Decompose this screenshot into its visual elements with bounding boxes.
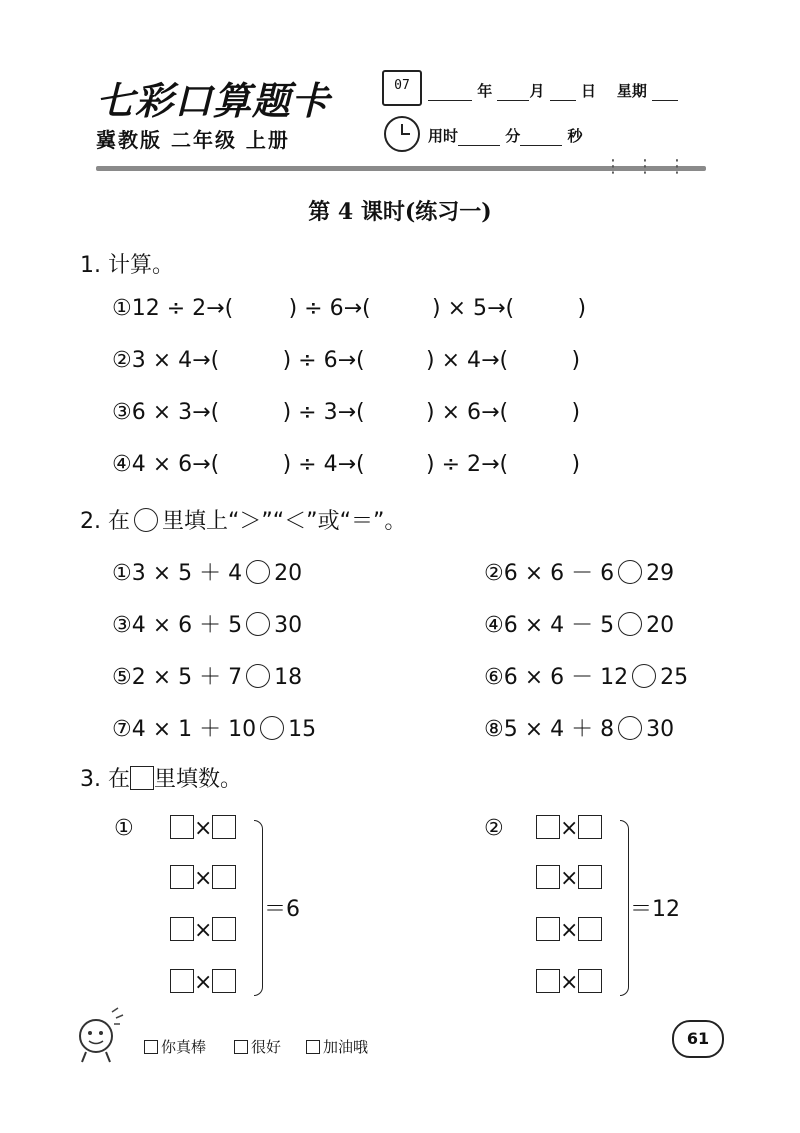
compare-item: ⑥6 × 6 － 12 25: [484, 665, 689, 690]
fill-row: ×: [536, 918, 602, 943]
compare-circle[interactable]: [260, 716, 284, 740]
fill-row: ×: [536, 866, 602, 891]
compare-item: ②6 × 6 － 6 29: [484, 561, 675, 586]
time-fields: [428, 125, 583, 146]
q1-row: ①12 ÷ 2→( ) ÷ 6→( ) × 5→( ): [112, 296, 587, 321]
answer-blank[interactable]: (: [499, 348, 509, 373]
group-result: ＝12: [630, 897, 680, 922]
arrow-icon: →: [192, 400, 211, 425]
brace-icon: [620, 820, 629, 996]
date-fields: [428, 80, 678, 101]
month-blank[interactable]: [497, 100, 529, 101]
operation: ÷ 4: [298, 452, 338, 477]
item-number: ③: [112, 400, 132, 425]
arrow-icon: →: [206, 296, 225, 321]
operation: ÷ 6: [298, 348, 338, 373]
lesson-title: 第 4 课时(练习一): [308, 199, 492, 225]
binder-pins-icon: ⋮⋮⋮: [604, 156, 700, 177]
checkbox[interactable]: [234, 1040, 248, 1054]
fill-box[interactable]: [536, 969, 560, 993]
minutes-label: 分: [505, 127, 521, 145]
arrow-icon: →: [481, 400, 500, 425]
answer-blank[interactable]: (: [505, 296, 515, 321]
month-label: 月: [529, 82, 545, 100]
circle-icon: [134, 508, 158, 532]
compare-circle[interactable]: [618, 612, 642, 636]
operation: ÷ 2: [441, 452, 482, 477]
arrow-icon: →: [481, 348, 500, 373]
fill-box[interactable]: [170, 917, 194, 941]
start-expression: 4 × 6: [131, 452, 193, 477]
compare-circle[interactable]: [246, 612, 270, 636]
answer-blank[interactable]: (: [499, 452, 509, 477]
fill-row: ×: [170, 970, 236, 995]
group-number: ①: [114, 816, 134, 841]
answer-blank[interactable]: (: [356, 452, 365, 477]
fill-box[interactable]: [170, 969, 194, 993]
weekday-blank[interactable]: [652, 100, 678, 101]
day-blank[interactable]: [550, 100, 576, 101]
compare-circle[interactable]: [618, 716, 642, 740]
edition-subtitle: 冀教版 二年级 上册: [96, 128, 290, 152]
arrow-icon: →: [337, 400, 357, 425]
arrow-icon: →: [481, 452, 500, 477]
day-label: 日: [580, 82, 596, 100]
weekday-label: 星期: [616, 82, 647, 100]
fill-box[interactable]: [536, 865, 560, 889]
operation: ÷ 3: [298, 400, 338, 425]
fill-row: ×: [536, 970, 602, 995]
compare-item: ③4 × 6 ＋ 5 30: [112, 613, 303, 638]
arrow-icon: →: [343, 296, 363, 321]
calendar-icon: 07: [382, 70, 422, 106]
answer-blank[interactable]: (: [210, 452, 220, 477]
q2-heading: 2. 在 里填上“＞”“＜”或“＝”。: [80, 509, 407, 534]
fill-box[interactable]: [170, 865, 194, 889]
q3-heading: 3. 在 里填数。: [80, 767, 242, 792]
fill-row: ×: [170, 918, 236, 943]
operation: × 5: [447, 296, 488, 321]
fill-row: ×: [536, 816, 602, 841]
answer-blank[interactable]: (: [499, 400, 509, 425]
q1-heading: 1. 计算。: [80, 253, 174, 278]
year-blank[interactable]: [428, 100, 472, 101]
compare-circle[interactable]: [246, 664, 270, 688]
fill-box[interactable]: [578, 815, 602, 839]
q1-row: ④4 × 6→( ) ÷ 4→( ) ÷ 2→( ): [112, 452, 581, 477]
operation: × 4: [441, 348, 482, 373]
square-icon: [130, 766, 154, 790]
brand-title: 七彩口算题卡: [96, 78, 331, 123]
item-number: ①: [112, 296, 132, 321]
answer-blank[interactable]: (: [362, 296, 371, 321]
compare-item: ⑦4 × 1 ＋ 10 15: [112, 717, 317, 742]
compare-circle[interactable]: [618, 560, 642, 584]
page-number: 61: [672, 1020, 724, 1058]
answer-blank[interactable]: (: [356, 348, 365, 373]
rating-option[interactable]: 很好: [234, 1036, 281, 1057]
fill-row: ×: [170, 816, 236, 841]
fill-box[interactable]: [212, 815, 236, 839]
compare-circle[interactable]: [246, 560, 270, 584]
operation: × 6: [441, 400, 482, 425]
fill-box[interactable]: [212, 969, 236, 993]
compare-item: ⑤2 × 5 ＋ 7 18: [112, 665, 303, 690]
fill-box[interactable]: [536, 917, 560, 941]
compare-item: ①3 × 5 ＋ 4 20: [112, 561, 303, 586]
start-expression: 3 × 4: [131, 348, 193, 373]
group-number: ②: [484, 816, 504, 841]
year-label: 年: [477, 82, 493, 100]
fill-box[interactable]: [578, 917, 602, 941]
start-expression: 6 × 3: [131, 400, 193, 425]
q1-row: ②3 × 4→( ) ÷ 6→( ) × 4→( ): [112, 348, 581, 373]
answer-blank[interactable]: (: [210, 348, 220, 373]
mascot-icon: [74, 1006, 126, 1064]
minutes-blank[interactable]: [458, 145, 500, 146]
seconds-blank[interactable]: [520, 145, 562, 146]
checkbox[interactable]: [144, 1040, 158, 1054]
compare-circle[interactable]: [632, 664, 656, 688]
fill-box[interactable]: [170, 815, 194, 839]
fill-row: ×: [170, 866, 236, 891]
answer-blank[interactable]: (: [224, 296, 234, 321]
group-result: ＝6: [264, 897, 300, 922]
answer-blank[interactable]: (: [210, 400, 220, 425]
fill-box[interactable]: [212, 865, 236, 889]
answer-blank[interactable]: (: [356, 400, 365, 425]
seconds-label: 秒: [567, 127, 583, 145]
rating-option[interactable]: 加油哦: [306, 1036, 368, 1057]
compare-item: ⑧5 × 4 ＋ 8 30: [484, 717, 675, 742]
arrow-icon: →: [337, 452, 357, 477]
fill-box[interactable]: [536, 815, 560, 839]
clock-icon: [384, 116, 420, 152]
rating-option[interactable]: 你真棒: [144, 1036, 206, 1057]
operation: ÷ 6: [304, 296, 344, 321]
arrow-icon: →: [337, 348, 357, 373]
start-expression: 12 ÷ 2: [131, 296, 207, 321]
checkbox[interactable]: [306, 1040, 320, 1054]
q1-row: ③6 × 3→( ) ÷ 3→( ) × 6→( ): [112, 400, 581, 425]
arrow-icon: →: [192, 452, 211, 477]
time-label: 用时: [428, 127, 459, 145]
item-number: ④: [112, 452, 132, 477]
brace-icon: [254, 820, 263, 996]
arrow-icon: →: [487, 296, 506, 321]
arrow-icon: →: [192, 348, 211, 373]
item-number: ②: [112, 348, 132, 373]
fill-box[interactable]: [578, 969, 602, 993]
compare-item: ④6 × 4 － 5 20: [484, 613, 675, 638]
fill-box[interactable]: [578, 865, 602, 889]
fill-box[interactable]: [212, 917, 236, 941]
